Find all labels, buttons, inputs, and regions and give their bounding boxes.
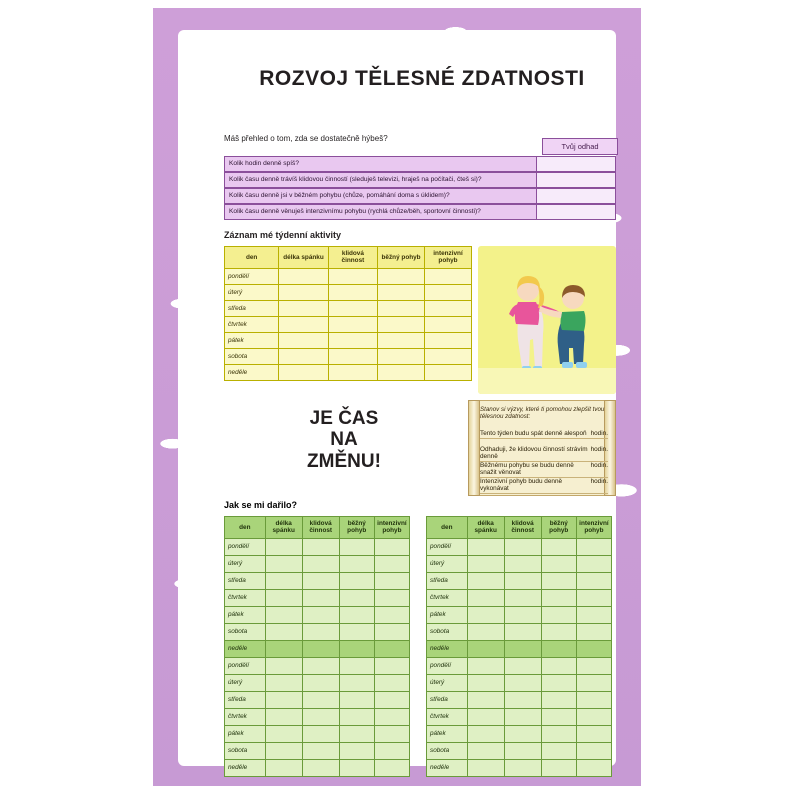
day-label: čtvrtek	[225, 589, 266, 606]
table-row	[225, 691, 410, 708]
survey-row	[224, 172, 616, 188]
cell-input[interactable]	[576, 759, 611, 776]
cell-input[interactable]	[576, 742, 611, 759]
cell-input[interactable]	[541, 742, 576, 759]
column-header: běžný pohyb	[339, 517, 374, 539]
cell-input[interactable]	[378, 268, 425, 284]
cell-input[interactable]	[279, 316, 328, 332]
cell-input[interactable]	[374, 589, 409, 606]
cell-input[interactable]	[302, 623, 339, 640]
cell-input[interactable]	[425, 316, 472, 332]
table-row	[225, 332, 472, 348]
cell-input[interactable]	[504, 589, 541, 606]
cell-input[interactable]	[541, 674, 576, 691]
column-header: délka spánku	[265, 517, 302, 539]
cell-input[interactable]	[374, 640, 409, 657]
cell-input[interactable]	[541, 759, 576, 776]
cell-input[interactable]	[339, 674, 374, 691]
cell-input[interactable]	[374, 759, 409, 776]
cell-input[interactable]	[339, 555, 374, 572]
table-row	[427, 725, 612, 742]
cell-input[interactable]	[339, 572, 374, 589]
table-row	[427, 657, 612, 674]
cell-input[interactable]	[576, 623, 611, 640]
table-row	[427, 759, 612, 776]
cell-input[interactable]	[374, 725, 409, 742]
column-header: den	[427, 517, 468, 539]
column-header: délka spánku	[467, 517, 504, 539]
cell-input[interactable]	[302, 538, 339, 555]
day-label: pátek	[225, 606, 266, 623]
goal-unit: hodin.	[590, 446, 608, 453]
cell-input[interactable]	[504, 674, 541, 691]
cell-input[interactable]	[374, 572, 409, 589]
cell-input[interactable]	[541, 623, 576, 640]
cell-input[interactable]	[265, 674, 302, 691]
cell-input[interactable]	[265, 725, 302, 742]
cell-input[interactable]	[467, 708, 504, 725]
table-row	[427, 555, 612, 572]
day-label: čtvrtek	[427, 589, 468, 606]
cell-input[interactable]	[302, 555, 339, 572]
day-label: neděle	[427, 759, 468, 776]
survey-row-input[interactable]	[536, 188, 616, 204]
table-row	[427, 606, 612, 623]
cell-input[interactable]	[378, 316, 425, 332]
cell-input[interactable]	[576, 589, 611, 606]
cell-input[interactable]	[374, 538, 409, 555]
survey-intro: Máš přehled o tom, zda se dostatečně hýbeš?	[224, 134, 388, 143]
day-label: pondělí	[225, 657, 266, 674]
column-header: délka spánku	[279, 247, 328, 269]
table-row	[225, 572, 410, 589]
cell-input[interactable]	[265, 538, 302, 555]
goal-text: Odhaduji, že klidovou činností strávím denně	[480, 446, 588, 460]
cell-input[interactable]	[302, 657, 339, 674]
page-title-banner	[236, 57, 608, 101]
cell-input[interactable]	[467, 640, 504, 657]
change-line-3: ZMĚNU!	[307, 450, 381, 472]
cell-input[interactable]	[374, 657, 409, 674]
cell-input[interactable]	[265, 555, 302, 572]
cell-input[interactable]	[279, 364, 328, 380]
cell-input[interactable]	[504, 623, 541, 640]
cell-input[interactable]	[504, 691, 541, 708]
table-row	[427, 589, 612, 606]
cell-input[interactable]	[425, 332, 472, 348]
exercise-illustration	[478, 246, 616, 394]
worksheet-card	[178, 30, 616, 772]
column-header: klidová činnost	[504, 517, 541, 539]
cell-input[interactable]	[374, 708, 409, 725]
cell-input[interactable]	[265, 606, 302, 623]
table-row	[225, 708, 410, 725]
table-row	[427, 623, 612, 640]
goals-intro: Stanov si výzvy, které ti pomohou zlepšit tvou tělesnou zdatnost:	[480, 406, 605, 421]
column-header: den	[225, 247, 279, 269]
goal-row[interactable]	[480, 462, 608, 478]
cell-input[interactable]	[467, 538, 504, 555]
cell-input[interactable]	[302, 674, 339, 691]
cell-input[interactable]	[541, 725, 576, 742]
cell-input[interactable]	[328, 268, 377, 284]
cell-input[interactable]	[339, 640, 374, 657]
cell-input[interactable]	[541, 606, 576, 623]
day-label: sobota	[427, 623, 468, 640]
goal-unit: hodin.	[590, 430, 608, 437]
cell-input[interactable]	[425, 268, 472, 284]
cell-input[interactable]	[576, 538, 611, 555]
cell-input[interactable]	[467, 606, 504, 623]
cell-input[interactable]	[467, 572, 504, 589]
change-slogan	[224, 408, 464, 472]
day-label: neděle	[225, 364, 279, 380]
day-label: pátek	[225, 725, 266, 742]
cell-input[interactable]	[576, 657, 611, 674]
cell-input[interactable]	[339, 691, 374, 708]
table-row	[225, 316, 472, 332]
cell-input[interactable]	[339, 538, 374, 555]
table-row	[225, 606, 410, 623]
survey-row	[224, 188, 616, 204]
column-header: klidová činnost	[302, 517, 339, 539]
table-row	[225, 640, 410, 657]
cell-input[interactable]	[302, 606, 339, 623]
cell-input[interactable]	[504, 538, 541, 555]
cell-input[interactable]	[302, 589, 339, 606]
cell-input[interactable]	[378, 364, 425, 380]
cell-input[interactable]	[467, 742, 504, 759]
cell-input[interactable]	[504, 742, 541, 759]
cell-input[interactable]	[541, 538, 576, 555]
cell-input[interactable]	[265, 657, 302, 674]
goal-unit: hodin.	[590, 478, 608, 485]
table-row	[427, 538, 612, 555]
day-label: sobota	[427, 742, 468, 759]
cell-input[interactable]	[504, 572, 541, 589]
cell-input[interactable]	[425, 348, 472, 364]
survey-row	[224, 204, 616, 220]
cell-input[interactable]	[265, 572, 302, 589]
cell-input[interactable]	[339, 742, 374, 759]
table-row	[225, 589, 410, 606]
cell-input[interactable]	[467, 691, 504, 708]
goal-row[interactable]	[480, 446, 608, 462]
cell-input[interactable]	[504, 708, 541, 725]
day-label: pondělí	[427, 538, 468, 555]
cell-input[interactable]	[265, 759, 302, 776]
cell-input[interactable]	[339, 606, 374, 623]
cell-input[interactable]	[504, 640, 541, 657]
cell-input[interactable]	[374, 691, 409, 708]
cell-input[interactable]	[328, 332, 377, 348]
cell-input[interactable]	[265, 640, 302, 657]
day-label: středa	[225, 300, 279, 316]
day-label: středa	[225, 691, 266, 708]
column-header: intenzivní pohyb	[374, 517, 409, 539]
cell-input[interactable]	[302, 759, 339, 776]
cell-input[interactable]	[378, 348, 425, 364]
cell-input[interactable]	[302, 691, 339, 708]
table-row	[225, 623, 410, 640]
page-title: ROZVOJ TĚLESNÉ ZDATNOSTI	[259, 67, 585, 90]
scroll-roll-left-icon	[468, 400, 480, 496]
change-line-1: JE ČAS	[309, 408, 379, 429]
cell-input[interactable]	[425, 300, 472, 316]
cell-input[interactable]	[328, 284, 377, 300]
cell-input[interactable]	[504, 657, 541, 674]
survey-estimate-header: Tvůj odhad	[542, 138, 618, 155]
cell-input[interactable]	[374, 623, 409, 640]
cell-input[interactable]	[374, 555, 409, 572]
cell-input[interactable]	[467, 555, 504, 572]
column-header: běžný pohyb	[541, 517, 576, 539]
cell-input[interactable]	[467, 674, 504, 691]
cell-input[interactable]	[467, 589, 504, 606]
survey-row-label: Kolik času denně jsi v běžném pohybu (chůze, pomáhání doma s úklidem)?	[224, 188, 536, 204]
day-label: pátek	[427, 606, 468, 623]
table-row	[225, 284, 472, 300]
day-label: pondělí	[427, 657, 468, 674]
survey-row-input[interactable]	[536, 156, 616, 172]
table-row	[225, 538, 410, 555]
cell-input[interactable]	[328, 364, 377, 380]
cell-input[interactable]	[504, 555, 541, 572]
cell-input[interactable]	[541, 691, 576, 708]
cell-input[interactable]	[378, 284, 425, 300]
goal-row[interactable]	[480, 430, 608, 439]
survey-row-input[interactable]	[536, 204, 616, 220]
survey-row-label: Kolik hodin denně spíš?	[224, 156, 536, 172]
day-label: sobota	[225, 348, 279, 364]
table-row	[427, 691, 612, 708]
day-label: čtvrtek	[225, 708, 266, 725]
table-row	[427, 742, 612, 759]
cell-input[interactable]	[467, 759, 504, 776]
day-label: pondělí	[225, 538, 266, 555]
cell-input[interactable]	[279, 300, 328, 316]
cell-input[interactable]	[302, 742, 339, 759]
cell-input[interactable]	[576, 572, 611, 589]
cell-input[interactable]	[279, 332, 328, 348]
table-row	[225, 348, 472, 364]
cell-input[interactable]	[425, 364, 472, 380]
cell-input[interactable]	[576, 725, 611, 742]
survey-row-label: Kolik času denně trávíš klidovou činností (sleduješ televizi, hraješ na počítači, čteš si)?	[224, 172, 536, 188]
weekly-section-label: Záznam mé týdenní aktivity	[224, 230, 342, 240]
cell-input[interactable]	[576, 691, 611, 708]
cell-input[interactable]	[339, 657, 374, 674]
cell-input[interactable]	[576, 708, 611, 725]
cell-input[interactable]	[302, 572, 339, 589]
cell-input[interactable]	[339, 623, 374, 640]
cell-input[interactable]	[504, 725, 541, 742]
cell-input[interactable]	[279, 284, 328, 300]
table-row	[427, 674, 612, 691]
day-label: neděle	[225, 640, 266, 657]
table-row	[427, 708, 612, 725]
survey-row-label: Kolik času denně věnuješ intenzivnímu pohybu (rychlá chůze/běh, sportovní činnosti)?	[224, 204, 536, 220]
column-header: intenzivní pohyb	[576, 517, 611, 539]
cell-input[interactable]	[504, 759, 541, 776]
day-label: středa	[427, 691, 468, 708]
cell-input[interactable]	[265, 691, 302, 708]
day-label: úterý	[225, 284, 279, 300]
goal-text: Běžnému pohybu se budu denně snažit věnovat	[480, 462, 574, 476]
cell-input[interactable]	[378, 300, 425, 316]
cell-input[interactable]	[279, 268, 328, 284]
progress-table-left	[224, 516, 410, 777]
day-label: neděle	[427, 640, 468, 657]
cell-input[interactable]	[339, 589, 374, 606]
cell-input[interactable]	[265, 708, 302, 725]
cell-input[interactable]	[425, 284, 472, 300]
goal-unit: hodin.	[590, 462, 608, 469]
day-label: neděle	[225, 759, 266, 776]
cell-input[interactable]	[302, 708, 339, 725]
cell-input[interactable]	[576, 674, 611, 691]
illustration-ground	[478, 368, 616, 394]
day-label: pondělí	[225, 268, 279, 284]
cell-input[interactable]	[576, 606, 611, 623]
cell-input[interactable]	[541, 708, 576, 725]
cell-input[interactable]	[541, 589, 576, 606]
goal-text: Intenzivní pohyb budu denně vykonávat	[480, 478, 563, 492]
goal-text: Tento týden budu spát denně alespoň	[480, 430, 587, 437]
cell-input[interactable]	[374, 674, 409, 691]
change-line-2: NA	[330, 429, 358, 451]
cell-input[interactable]	[467, 725, 504, 742]
cell-input[interactable]	[279, 348, 328, 364]
cell-input[interactable]	[374, 606, 409, 623]
poster-background	[153, 8, 641, 786]
table-row	[225, 268, 472, 284]
cell-input[interactable]	[328, 316, 377, 332]
column-header: běžný pohyb	[378, 247, 425, 269]
cell-input[interactable]	[265, 623, 302, 640]
table-row	[225, 725, 410, 742]
cell-input[interactable]	[339, 708, 374, 725]
day-label: čtvrtek	[427, 708, 468, 725]
day-label: úterý	[225, 555, 266, 572]
day-label: pátek	[427, 725, 468, 742]
table-header-row	[225, 517, 410, 539]
day-label: úterý	[225, 674, 266, 691]
day-label: sobota	[225, 742, 266, 759]
cell-input[interactable]	[302, 640, 339, 657]
cell-input[interactable]	[339, 725, 374, 742]
column-header: den	[225, 517, 266, 539]
cell-input[interactable]	[541, 640, 576, 657]
table-row	[225, 759, 410, 776]
cell-input[interactable]	[302, 725, 339, 742]
cell-input[interactable]	[328, 300, 377, 316]
cell-input[interactable]	[265, 589, 302, 606]
day-label: pátek	[225, 332, 279, 348]
day-label: středa	[225, 572, 266, 589]
day-label: úterý	[427, 674, 468, 691]
cell-input[interactable]	[541, 572, 576, 589]
cell-input[interactable]	[504, 606, 541, 623]
weekly-activity-table	[224, 246, 472, 381]
survey-row	[224, 156, 616, 172]
table-row	[225, 674, 410, 691]
cell-input[interactable]	[541, 555, 576, 572]
goal-row[interactable]	[480, 478, 608, 494]
cell-input[interactable]	[378, 332, 425, 348]
cell-input[interactable]	[467, 623, 504, 640]
table-row	[225, 300, 472, 316]
progress-table-right	[426, 516, 612, 777]
day-label: čtvrtek	[225, 316, 279, 332]
survey-row-input[interactable]	[536, 172, 616, 188]
cell-input[interactable]	[339, 759, 374, 776]
table-row	[225, 657, 410, 674]
cell-input[interactable]	[374, 742, 409, 759]
cell-input[interactable]	[576, 640, 611, 657]
column-header: klidová činnost	[328, 247, 377, 269]
day-label: sobota	[225, 623, 266, 640]
cell-input[interactable]	[467, 657, 504, 674]
cell-input[interactable]	[328, 348, 377, 364]
table-row	[225, 364, 472, 380]
table-header-row	[427, 517, 612, 539]
table-row	[225, 555, 410, 572]
column-header: intenzivní pohyb	[425, 247, 472, 269]
table-row	[225, 742, 410, 759]
cell-input[interactable]	[576, 555, 611, 572]
cell-input[interactable]	[541, 657, 576, 674]
day-label: středa	[427, 572, 468, 589]
table-header-row	[225, 247, 472, 269]
cell-input[interactable]	[265, 742, 302, 759]
table-row	[427, 572, 612, 589]
progress-section-label: Jak se mi dařilo?	[224, 500, 298, 510]
day-label: úterý	[427, 555, 468, 572]
table-row	[427, 640, 612, 657]
